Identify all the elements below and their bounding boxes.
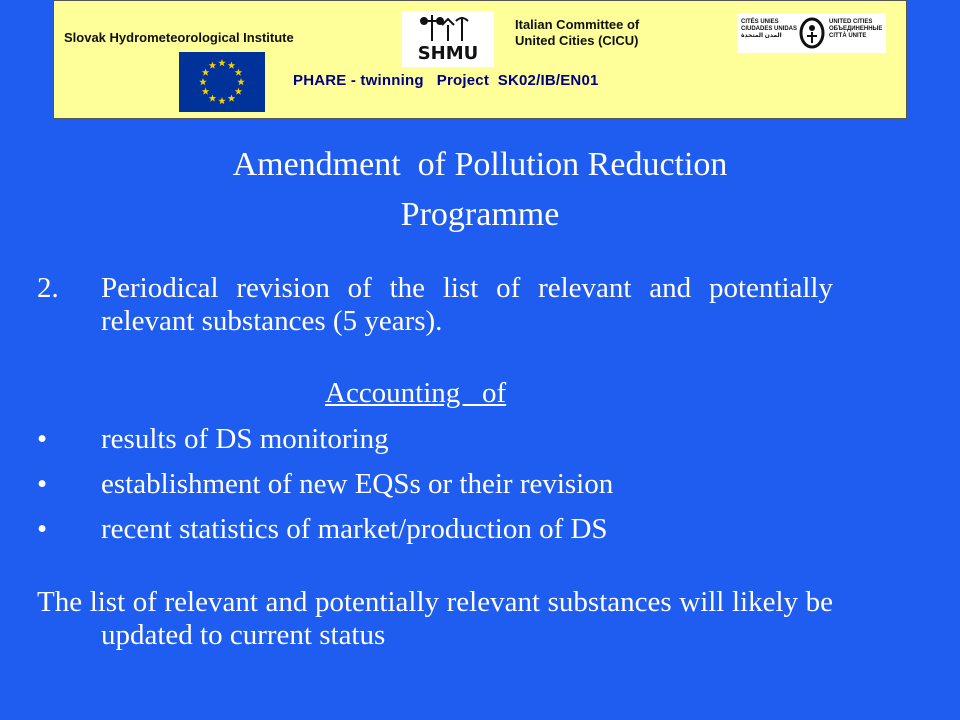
shmu-logo-text: SHMU xyxy=(417,43,479,64)
header-banner xyxy=(53,0,907,119)
title-line-1: Amendment of Pollution Reduction xyxy=(232,146,728,183)
uc-right-text: UNITED CITIES ОБЪЕДИНЕННЫЕ CITTÀ UNITE xyxy=(829,19,883,39)
closing-paragraph xyxy=(37,586,833,652)
united-cities-emblem-icon xyxy=(799,17,825,49)
cicu-label xyxy=(515,17,639,49)
bullet-item: recent statistics of market/production of DS xyxy=(101,513,608,545)
item-number: 2. xyxy=(37,272,59,304)
institute-name: Slovak Hydrometeorological Institute xyxy=(64,30,294,45)
shmu-logo xyxy=(402,11,494,67)
cicu-line-2: United Cities (CICU) xyxy=(515,33,639,48)
bullet-marker: • xyxy=(37,423,48,455)
bullet-item: results of DS monitoring xyxy=(101,423,389,455)
closing-text: The list of relevant and potentially relevant substances will likely be updated to current status xyxy=(37,586,833,651)
project-title: PHARE - twinning Project SK02/IB/EN01 xyxy=(293,72,599,89)
united-cities-logo xyxy=(737,13,886,53)
item-text: Periodical revision of the list of relevant and potentially relevant substances (5 years). xyxy=(101,272,833,337)
bullet-marker: • xyxy=(37,468,48,500)
bullet-item: establishment of new EQSs or their revision xyxy=(101,468,614,500)
slide-title xyxy=(100,140,860,240)
cicu-line-1: Italian Committee of xyxy=(515,17,640,32)
uc-left-text: CITÉS UNIES CIUDADES UNIDAS المدن المتحدة xyxy=(741,19,798,39)
title-line-2: Programme xyxy=(400,196,560,233)
bullet-marker: • xyxy=(37,513,48,545)
accounting-heading: Accounting of xyxy=(325,377,507,409)
eu-flag-icon xyxy=(179,52,265,112)
